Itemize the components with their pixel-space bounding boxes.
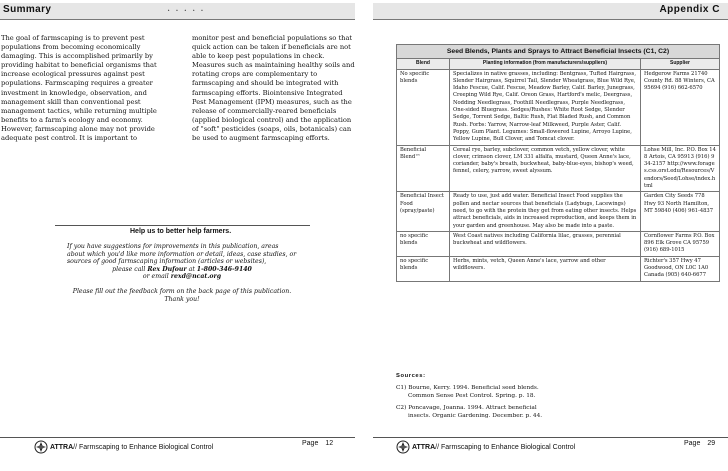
col-header-supplier: Supplier xyxy=(641,59,720,69)
contact-email[interactable]: rexd@ncat.org xyxy=(170,273,222,281)
summary-paragraph-2: monitor pest and beneficial populations so that quick action can be taken if beneficials are not able to keep pest populations in check. Measures such as maintaining healthy soils and rotating crops are complementary to farmscaping and should be integrated with farmscaping efforts. Biointensive Integrated Pest Management (IPM) measures, such as the release of commercially-reared beneficials (applied biological control) and the application of "soft" pesticides (soaps, oils, botanicals) can be used to augment farmscaping efforts. xyxy=(192,34,355,143)
source-line: Common Sense Pest Control. Spring. p. 18. xyxy=(408,393,536,400)
help-at-text: at xyxy=(188,265,195,273)
right-footer-brand: ATTRA xyxy=(411,443,436,451)
table-row xyxy=(397,145,720,192)
table-row xyxy=(397,192,720,231)
right-footer-text xyxy=(412,444,575,451)
right-footer-rule xyxy=(373,437,728,438)
right-page-num: 29 xyxy=(707,440,716,447)
row-blend: no specific blends xyxy=(397,231,450,256)
source-label: C1) xyxy=(396,385,407,392)
help-title: Help us to better help farmers. xyxy=(130,228,232,235)
source-item xyxy=(396,404,696,420)
source-line: Bourne, Kerry. 1994. Beneficial seed blends. xyxy=(408,385,539,392)
row-info: Specializes in native grasses, including: Bentgrass, Tufted Hairgrass, Slender Hairgrass, Squirrel Tail, Slender Wheatgrass, Blue Wild Rye, Idaho Fescue, Calif. Fescue, Meadow Barley, Calif. Barley, Junegrass, Creeping Wild Rye, Calif. Oreon Grass, Hartford's melic, Deergrass, Nodding Needlegrass, Foothill Needlegrass, Purple Needlegrass, One-sided Bluegrass. Sedges/Rushes: White Root Sedge, Slender Sedge, Torrent Sedge, Baltic Rush, Flat Bladed Rush, and Common Rush. Forbs: Yarrow, Narrow-leaf Milkweed, Purple Aster, Calif. Poppy, Gum Plant. Legumes: Small-flowered Lupine, Arroyo Lupine, Yellow Lupine, Bull Clover, and Tomcat clover. xyxy=(450,69,641,145)
source-label: C2) xyxy=(396,404,407,411)
right-header-bar xyxy=(373,3,728,20)
attra-logo-icon xyxy=(396,440,410,454)
row-info: Cereal rye, barley, subclover, common vetch, yellow clover, white clover, crimson clover, LM 331 alfalfa, mustard, Queen Anne's lace, coriander, baby's breath, buckwheat, baby-blue-eyes, bishop's weed, fennel, celery, yarrow, sweet alyssum. xyxy=(450,145,641,192)
row-supplier: Lohse Mill, Inc. P.O. Box 148 Artois, CA 95913 (916) 934-2157 http://www.forages.css.orst.edu/Resources/Vendors/Seed/Lohse/index.html xyxy=(641,145,720,192)
table-row xyxy=(397,256,720,281)
row-blend: No specific blends xyxy=(397,69,450,145)
left-header-dots: . . . . . xyxy=(167,3,205,14)
right-header-title: Appendix C xyxy=(659,4,720,15)
table-row xyxy=(397,69,720,145)
right-footer xyxy=(396,440,656,456)
left-footer-subtitle: // Farmscaping to Enhance Biological Control xyxy=(73,443,214,451)
help-line-2 xyxy=(67,266,297,274)
left-footer-rule xyxy=(0,437,355,438)
right-page-label: Page xyxy=(684,440,701,447)
left-header-title: Summary xyxy=(3,4,52,15)
left-column-2 xyxy=(192,34,358,143)
row-blend: Beneficial Insect Food (spray/paste) xyxy=(397,192,450,231)
help-call-text: please call xyxy=(112,265,146,273)
help-line-5: Thank you! xyxy=(164,295,200,303)
left-footer xyxy=(34,440,334,456)
attra-logo-icon xyxy=(34,440,48,454)
table-row xyxy=(397,231,720,256)
summary-paragraph-1: The goal of farmscaping is to prevent pest populations from becoming economically damaging. This is accomplished primarily by providing habitat to beneficial organisms that increase ecological pressures against pest populations. Farmscaping requires a greater investment in knowledge, observation, and management skill than conventional pest management tactics, while returning multiple benefits to a farm's ecology and economy. However, farmscaping alone may not provide adequate pest control. It is important to xyxy=(1,34,157,143)
row-supplier: Hedgerow Farms 21740 County Rd. 88 Winters, CA 95694 (916) 662-6570 xyxy=(641,69,720,145)
source-item xyxy=(396,384,696,400)
table-title: Seed Blends, Plants and Sprays to Attract Beneficial Insects (C1, C2) xyxy=(397,45,720,59)
contact-phone: 1-800-346-9140 xyxy=(196,265,252,273)
row-supplier: Richter's 357 Hwy 47 Goodwood, ON L0C 1A0 Canada (905) 640-6677 xyxy=(641,256,720,281)
source-line: insects. Organic Gardening. December. p. 44. xyxy=(408,412,543,419)
col-header-blend: Blend xyxy=(397,59,450,69)
col-header-planting: Planting information (from manufacturers/suppliers) xyxy=(450,59,641,69)
row-supplier: Garden City Seeds 778 Hwy 93 North Hamilton, MT 59840 (406) 961-4837 xyxy=(641,192,720,231)
sources-section xyxy=(396,372,696,420)
row-info: Ready to use, just add water. Beneficial Insect Food supplies the pollen and nectar sources that beneficials (Ladybugs, Lacewings) need, to go with the protein they get from eating other insects. Helps attract beneficials, aids in increased reproduction, and keeps them in your garden and greenhouse. May also be made into a paste. xyxy=(450,192,641,231)
left-page-label: Page xyxy=(302,440,319,447)
row-supplier: Cornflower Farms P.O. Box 896 Elk Grove CA 95759 (916) 689-1015 xyxy=(641,231,720,256)
right-footer-subtitle: // Farmscaping to Enhance Biological Control xyxy=(435,443,576,451)
help-line-3 xyxy=(67,273,297,281)
help-line-4: Please fill out the feedback form on the back page of this publication. xyxy=(72,287,292,295)
left-page-number xyxy=(302,440,342,456)
seed-blends-table xyxy=(396,44,720,282)
row-blend: no specific blends xyxy=(397,256,450,281)
right-page-number xyxy=(684,440,724,456)
row-blend: Beneficial Blend™ xyxy=(397,145,450,192)
row-info: Herbs, mints, vetch, Queen Anne's lace, yarrow and other wildflowers. xyxy=(450,256,641,281)
help-email-text: or email xyxy=(142,273,169,281)
source-line: Poncavage, Joanna. 1994. Attract beneficial xyxy=(408,404,537,411)
help-body xyxy=(67,243,297,303)
left-page-num: 12 xyxy=(325,440,334,447)
help-line-1: If you have suggestions for improvements in this publication, areas about which you'd like more information or detail, ideas, case studies, or sources of good farmscaping information (articles or websites), xyxy=(67,243,297,266)
row-info: West Coast natives including California lilac, grasses, perennial buckwheat and wildflowers. xyxy=(450,231,641,256)
left-footer-text xyxy=(50,444,213,451)
left-header-bar xyxy=(0,3,355,20)
left-footer-brand: ATTRA xyxy=(49,443,74,451)
sources-heading: Sources: xyxy=(396,373,426,379)
left-column-1 xyxy=(1,34,167,143)
contact-name: Rex Dufour xyxy=(147,265,187,273)
